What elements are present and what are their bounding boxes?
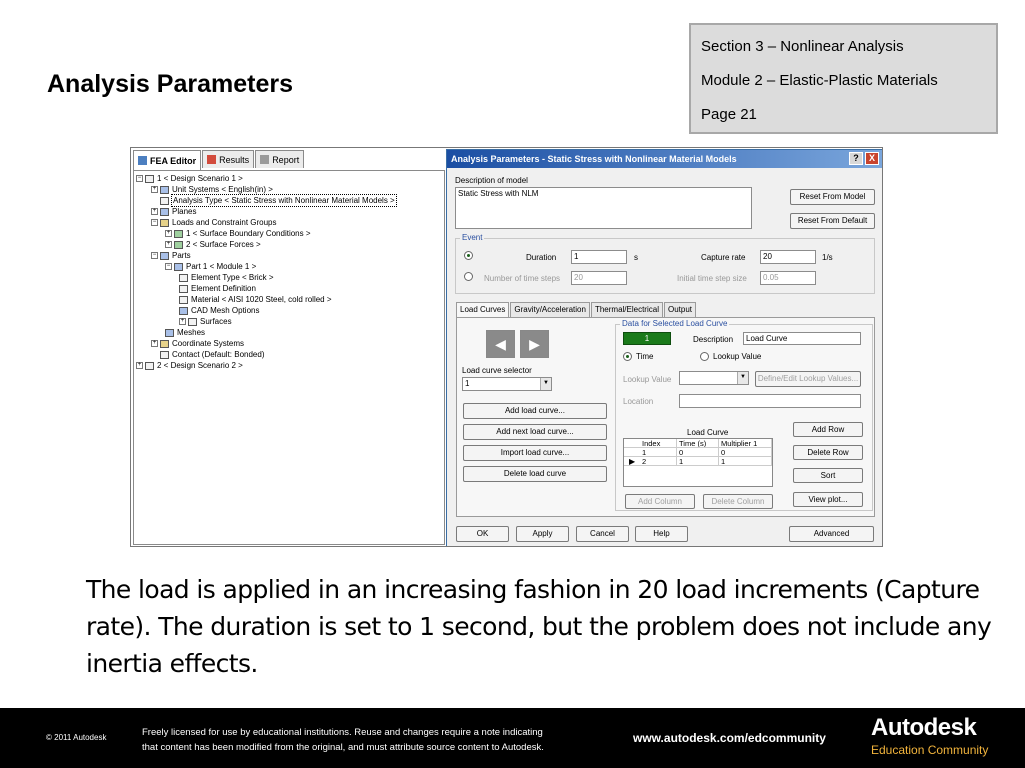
units-icon <box>160 186 169 194</box>
tree-label: 1 < Surface Boundary Conditions > <box>186 229 311 238</box>
description-label: Description <box>693 335 734 344</box>
dialog-title: Analysis Parameters - Static Stress with Nonlinear Material Models <box>451 154 737 164</box>
module-label: Module 2 – Elastic-Plastic Materials <box>701 72 938 89</box>
expand-icon[interactable]: + <box>166 241 171 247</box>
grid-header: Time (s) <box>677 439 719 447</box>
contact-icon <box>160 351 169 359</box>
load-curves-panel <box>456 317 875 517</box>
grid-cell[interactable]: 0 <box>677 448 719 456</box>
duration-radio[interactable] <box>464 251 473 260</box>
lookup-radio[interactable] <box>700 352 709 361</box>
grid-header-row <box>624 439 772 448</box>
tree-item[interactable] <box>165 228 312 239</box>
tree-item[interactable] <box>179 283 257 294</box>
capture-rate-unit: 1/s <box>822 253 833 262</box>
load-curve-grid <box>623 438 773 487</box>
license-line: that content has been modified from the original, and must attribute source content to Autodesk. <box>142 742 544 753</box>
initial-step-label: Initial time step size <box>677 274 747 283</box>
event-group <box>455 233 875 294</box>
mesh-options-icon <box>179 307 188 315</box>
import-load-curve-button[interactable]: Import load curve... <box>463 445 607 461</box>
arrow-left-icon: ◀ <box>495 335 506 352</box>
table-row[interactable] <box>624 457 772 466</box>
delete-load-curve-button[interactable]: Delete load curve <box>463 466 607 482</box>
community-link[interactable]: www.autodesk.com/edcommunity <box>633 731 826 745</box>
tree-label: Contact (Default: Bonded) <box>172 350 265 359</box>
grid-cell[interactable]: 1 <box>624 448 677 456</box>
apply-button[interactable]: Apply <box>516 526 569 542</box>
fea-editor-icon <box>138 156 147 165</box>
loads-icon <box>160 219 169 227</box>
license-line: Freely licensed for use by educational institutions. Reuse and changes require a note indicating <box>142 727 543 738</box>
tree-label: 1 < Design Scenario 1 > <box>157 174 243 183</box>
meshes-icon <box>165 329 174 337</box>
tree-label: Meshes <box>177 328 206 337</box>
lookup-radio-label: Lookup Value <box>713 352 762 361</box>
collapse-icon[interactable]: − <box>137 175 142 181</box>
add-next-load-curve-button[interactable]: Add next load curve... <box>463 424 607 440</box>
row-pointer-icon: ▶ <box>629 457 636 466</box>
tree-label: Element Definition <box>191 284 256 293</box>
grid-title: Load Curve <box>687 428 729 437</box>
collapse-icon[interactable]: − <box>152 219 157 225</box>
tree-item[interactable] <box>179 305 260 316</box>
force-icon <box>174 241 183 249</box>
time-label: Time <box>636 352 654 361</box>
autodesk-logo: Autodesk <box>871 714 977 741</box>
results-icon <box>207 155 216 164</box>
element-type-icon <box>179 274 188 282</box>
capture-rate-label: Capture rate <box>701 253 746 262</box>
constraint-icon <box>174 230 183 238</box>
selector-label: Load curve selector <box>462 366 532 375</box>
expand-icon[interactable]: + <box>152 186 157 192</box>
sort-button[interactable]: Sort <box>793 468 863 483</box>
define-lookup-button[interactable]: Define/Edit Lookup Values... <box>755 371 861 387</box>
footer-bar <box>0 708 1025 768</box>
education-community-label: Education Community <box>871 743 989 757</box>
report-icon <box>260 155 269 164</box>
browser-tree <box>133 170 445 545</box>
data-label: Data for Selected Load Curve <box>622 319 728 328</box>
coordinate-icon <box>160 340 169 348</box>
tree-label: Element Type < Brick > <box>191 273 274 282</box>
tree-item[interactable] <box>151 217 278 228</box>
planes-icon <box>160 208 169 216</box>
time-steps-input[interactable]: 20 <box>571 271 627 285</box>
collapse-icon[interactable]: − <box>152 252 157 258</box>
license-text <box>142 725 622 755</box>
parts-icon <box>160 252 169 260</box>
tab-gravity[interactable]: Gravity/Acceleration <box>510 302 590 317</box>
tab-label: FEA Editor <box>150 155 197 166</box>
add-row-button[interactable]: Add Row <box>793 422 863 437</box>
tree-label: Parts <box>172 251 191 260</box>
tree-label: Part 1 < Module 1 > <box>186 262 257 271</box>
tree-label: Planes <box>172 207 197 216</box>
tree-label: Surfaces <box>200 317 232 326</box>
help-title-button[interactable]: ? <box>849 152 863 165</box>
add-load-curve-button[interactable]: Add load curve... <box>463 403 607 419</box>
expand-icon[interactable]: + <box>152 340 157 346</box>
analysis-parameters-dialog <box>446 149 883 547</box>
arrow-right-icon: ▶ <box>529 335 540 352</box>
tab-fea-editor[interactable] <box>133 150 201 170</box>
tab-thermal[interactable]: Thermal/Electrical <box>591 302 663 317</box>
delete-column-button[interactable]: Delete Column <box>703 494 773 509</box>
tree-label: Unit Systems < English(in) > <box>172 185 273 194</box>
location-label: Location <box>623 397 654 406</box>
duration-input[interactable]: 1 <box>571 250 627 264</box>
expand-icon[interactable]: + <box>166 230 171 236</box>
initial-step-input[interactable]: 0.05 <box>760 271 816 285</box>
reset-from-default-button[interactable]: Reset From Default <box>790 213 875 229</box>
tree-item[interactable] <box>136 173 244 184</box>
lookup-label: Lookup Value <box>623 375 672 384</box>
tree-item[interactable] <box>151 349 266 360</box>
expand-icon[interactable]: + <box>137 362 142 368</box>
slide-caption: The load is applied in an increasing fashion in 20 load increments (Capture rate). The duration is set to 1 second, but the problem does not include any inertia effects. <box>86 575 992 678</box>
chevron-down-icon[interactable]: ▼ <box>540 378 551 390</box>
slide-title: Analysis Parameters <box>47 70 293 98</box>
tree-label: Analysis Type < Static Stress with Nonlinear Material Models > <box>173 196 395 205</box>
tree-label: 2 < Design Scenario 2 > <box>157 361 243 370</box>
previous-curve-button[interactable] <box>486 330 515 358</box>
tree-item[interactable] <box>151 206 197 217</box>
tree-label: Material < AISI 1020 Steel, cold rolled > <box>191 295 332 304</box>
next-curve-button[interactable] <box>520 330 549 358</box>
event-label: Event <box>462 233 483 242</box>
reset-from-model-button[interactable]: Reset From Model <box>790 189 875 205</box>
curve-number-swatch: 1 <box>623 332 671 345</box>
scenario-icon <box>145 175 154 183</box>
time-steps-radio[interactable] <box>464 272 473 281</box>
tree-label: 2 < Surface Forces > <box>186 240 261 249</box>
tree-item[interactable] <box>179 294 333 305</box>
tree-item[interactable] <box>179 272 275 283</box>
cancel-button[interactable]: Cancel <box>576 526 629 542</box>
scenario-icon <box>145 362 154 370</box>
tree-item[interactable] <box>151 195 397 206</box>
dialog-title-bar <box>447 150 882 168</box>
curve-description-input[interactable]: Load Curve <box>743 332 861 345</box>
duration-unit: s <box>634 253 638 262</box>
table-row[interactable] <box>624 448 772 457</box>
tab-output[interactable]: Output <box>664 302 696 317</box>
tab-report[interactable] <box>255 150 304 168</box>
view-plot-button[interactable]: View plot... <box>793 492 863 507</box>
grid-cell[interactable]: 0 <box>719 448 772 456</box>
collapse-icon[interactable]: − <box>166 263 171 269</box>
tab-label: Results <box>219 154 250 165</box>
tab-load-curves[interactable]: Load Curves <box>456 302 509 317</box>
tree-item[interactable] <box>179 316 233 327</box>
help-button[interactable]: Help <box>635 526 688 542</box>
tree-item[interactable] <box>165 327 206 338</box>
expand-icon[interactable]: + <box>180 318 185 324</box>
tree-label: CAD Mesh Options <box>191 306 260 315</box>
grid-cell[interactable]: 1 <box>719 457 772 465</box>
tree-item[interactable] <box>151 338 245 349</box>
curve-selector[interactable] <box>462 377 552 391</box>
time-steps-label: Number of time steps <box>484 274 561 283</box>
tree-item[interactable] <box>165 261 257 272</box>
selector-value: 1 <box>465 379 470 388</box>
description-label: Description of model <box>455 176 528 185</box>
grid-cell[interactable]: 1 <box>677 457 719 465</box>
analysis-icon <box>160 197 169 205</box>
tree-item[interactable] <box>151 250 192 261</box>
copyright: © 2011 Autodesk <box>46 733 107 742</box>
parameter-tabs <box>456 302 697 317</box>
tree-label: Loads and Constraint Groups <box>172 218 277 227</box>
description-field[interactable]: Static Stress with NLM <box>455 187 752 229</box>
browser-tabs <box>133 150 305 170</box>
surfaces-icon <box>188 318 197 326</box>
time-radio[interactable] <box>623 352 632 361</box>
element-def-icon <box>179 285 188 293</box>
material-icon <box>179 296 188 304</box>
ok-button[interactable]: OK <box>456 526 509 542</box>
close-button[interactable]: X <box>865 152 879 165</box>
advanced-button[interactable]: Advanced <box>789 526 874 542</box>
tab-label: Report <box>272 154 300 165</box>
tree-label: Coordinate Systems <box>172 339 245 348</box>
capture-rate-input[interactable]: 20 <box>760 250 816 264</box>
grid-header: Index <box>624 439 677 447</box>
section-label: Section 3 – Nonlinear Analysis <box>701 38 904 55</box>
section-info-box <box>689 23 998 134</box>
duration-label: Duration <box>526 253 557 262</box>
grid-cell[interactable]: 2 <box>624 457 677 465</box>
expand-icon[interactable]: + <box>152 208 157 214</box>
delete-row-button[interactable]: Delete Row <box>793 445 863 460</box>
add-column-button[interactable]: Add Column <box>625 494 695 509</box>
tab-results[interactable] <box>202 150 254 168</box>
lookup-combo[interactable] <box>679 371 749 385</box>
chevron-down-icon[interactable]: ▼ <box>737 372 748 384</box>
page-label: Page 21 <box>701 106 757 123</box>
location-input[interactable] <box>679 394 861 408</box>
tree-item[interactable] <box>136 360 244 371</box>
grid-header: Multiplier 1 <box>719 439 772 447</box>
software-screenshot <box>130 147 883 547</box>
tree-item[interactable] <box>165 239 262 250</box>
part-icon <box>174 263 183 271</box>
